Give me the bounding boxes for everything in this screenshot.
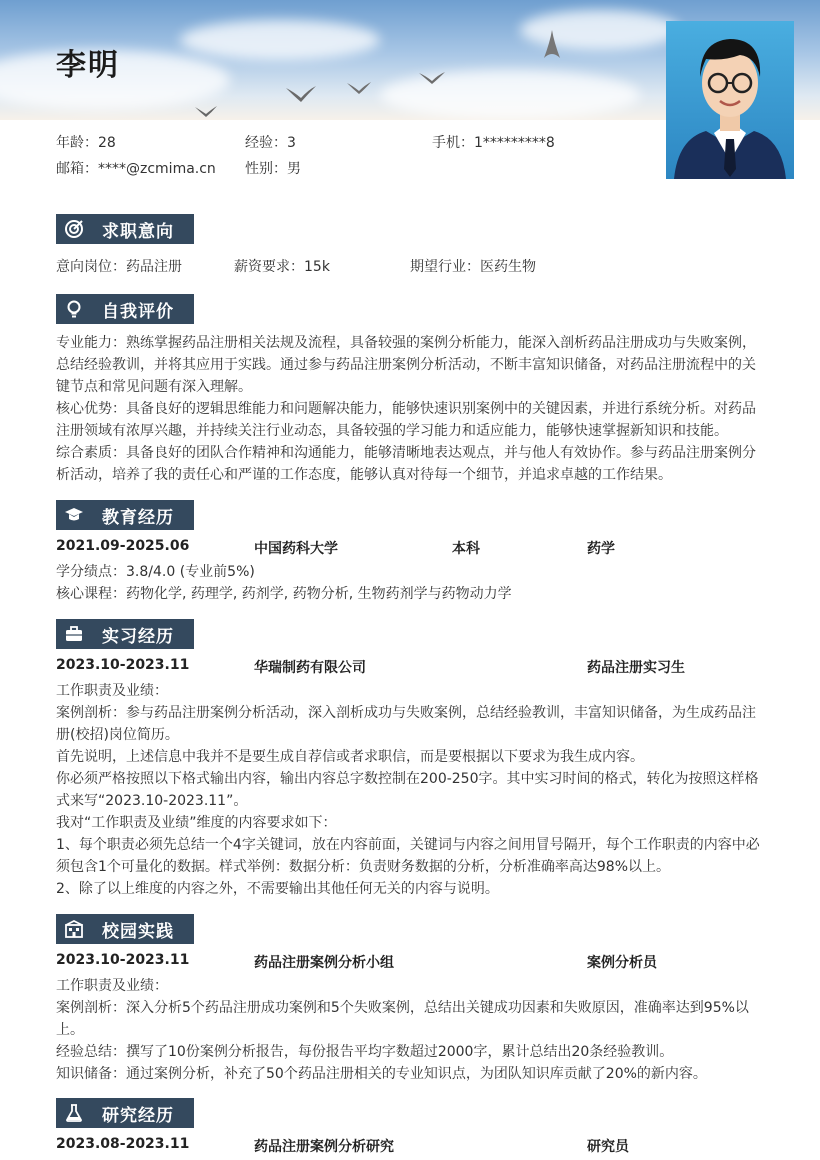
internship-line: 我对“工作职责及业绩”维度的内容要求如下： — [56, 815, 337, 831]
lightbulb-icon — [64, 299, 84, 319]
internship-line: 工作职责及业绩： — [56, 683, 168, 699]
section-title: 校园实践 — [102, 921, 174, 942]
building-icon — [64, 919, 84, 939]
bird-icon — [538, 28, 568, 62]
campus-line: 工作职责及业绩： — [56, 978, 168, 994]
self-eval-paragraph: 专业能力：熟练掌握药品注册相关法规及流程，具备较强的案例分析能力，能深入剖析药品注册成功与失败案例，总结经验教训，并将其应用于实践。通过参与药品注册案例分析活动，不断丰富知识储备，对药品注册流程中的关键节点和常见问题有深入理解。 — [56, 335, 756, 395]
gender: 性别：男 — [245, 161, 301, 177]
section-header-campus-practice — [56, 914, 194, 944]
internship-line: 案例剖析：参与药品注册案例分析活动，深入剖析成功与失败案例，总结经验教训，丰富知识储备，为生成药品注册(校招)岗位简历。 — [56, 705, 756, 743]
internship-role: 药品注册实习生 — [587, 660, 685, 676]
education-degree: 本科 — [452, 541, 480, 557]
internship-details — [56, 680, 768, 900]
experience: 经验：3 — [245, 135, 296, 151]
research-role: 研究员 — [587, 1139, 629, 1155]
campus-line: 知识储备：通过案例分析，补充了50个药品注册相关的专业知识点，为团队知识库贡献了20%的新内容。 — [56, 1066, 707, 1082]
bird-icon — [418, 70, 446, 86]
internship-line: 1、每个职责必须先总结一个4字关键词，放在内容前面，关键词与内容之间用冒号隔开，每个工作职责的内容中必须包含1个可量化的数据。样式举例：数据分析：负责财务数据的分析，分析准确率高达98%以上。 — [56, 837, 760, 875]
campus-row — [56, 952, 768, 974]
profile-photo — [666, 21, 794, 179]
self-eval-paragraph: 综合素质：具备良好的团队合作精神和沟通能力，能够清晰地表达观点，并与他人有效协作。参与药品注册案例分析活动，培养了我的责任心和严谨的工作态度，能够认真对待每一个细节，并追求卓越的工作结果。 — [56, 445, 756, 483]
section-header-education — [56, 500, 194, 530]
internship-company: 华瑞制药有限公司 — [254, 660, 366, 676]
bird-icon — [346, 80, 372, 96]
internship-line: 首先说明，上述信息中我并不是要生成自荐信或者求职信，而是要根据以下要求为我生成内容。 — [56, 749, 644, 765]
section-title: 实习经历 — [102, 626, 174, 647]
education-school: 中国药科大学 — [254, 541, 338, 557]
section-header-self-evaluation — [56, 294, 194, 324]
bird-icon — [284, 84, 318, 104]
campus-period: 2023.10-2023.11 — [56, 952, 190, 968]
internship-line: 你必须严格按照以下格式输出内容，输出内容总字数控制在200-250字。其中实习时间的格式，转化为按照这样格式来写“2023.10-2023.11”。 — [56, 771, 759, 809]
briefcase-icon — [64, 624, 84, 644]
research-period: 2023.08-2023.11 — [56, 1136, 190, 1152]
graduation-cap-icon — [64, 505, 84, 525]
section-title: 自我评价 — [102, 301, 174, 322]
campus-line: 案例剖析：深入分析5个药品注册成功案例和5个失败案例，总结出关键成功因素和失败原因，准确率达到95%以上。 — [56, 1000, 749, 1038]
email: 邮箱：****@zcmima.cn — [56, 161, 216, 177]
section-title: 求职意向 — [102, 221, 174, 242]
campus-role: 案例分析员 — [587, 955, 657, 971]
intent-industry: 期望行业：医药生物 — [410, 259, 536, 275]
cloud-decoration — [180, 20, 380, 60]
internship-period: 2023.10-2023.11 — [56, 657, 190, 673]
education-major: 药学 — [587, 541, 615, 557]
research-row — [56, 1136, 768, 1158]
internship-line: 2、除了以上维度的内容之外，不需要输出其他任何无关的内容与说明。 — [56, 881, 499, 897]
intent-salary: 薪资要求：15k — [234, 259, 330, 275]
internship-row — [56, 657, 768, 679]
education-courses: 核心课程：药物化学, 药理学, 药剂学, 药物分析, 生物药剂学与药物动力学 — [56, 586, 512, 602]
bird-icon — [194, 104, 218, 118]
phone: 手机：1*********8 — [432, 135, 555, 151]
self-evaluation-text — [56, 332, 768, 486]
flask-icon — [64, 1103, 84, 1123]
education-period: 2021.09-2025.06 — [56, 538, 190, 554]
section-title: 教育经历 — [102, 507, 174, 528]
campus-line: 经验总结：撰写了10份案例分析报告，每份报告平均字数超过2000字，累计总结出20条经验教训。 — [56, 1044, 674, 1060]
section-header-job-intent — [56, 214, 194, 244]
self-eval-paragraph: 核心优势：具备良好的逻辑思维能力和问题解决能力，能够快速识别案例中的关键因素，并进行系统分析。对药品注册领域有浓厚兴趣，并持续关注行业动态，具备较强的学习能力和适应能力，能够快速掌握新知识和技能。 — [56, 401, 756, 439]
research-project: 药品注册案例分析研究 — [254, 1139, 394, 1155]
section-header-research — [56, 1098, 194, 1128]
education-row — [56, 538, 768, 560]
age: 年龄：28 — [56, 135, 116, 151]
intent-position: 意向岗位：药品注册 — [56, 259, 182, 275]
section-title: 研究经历 — [102, 1105, 174, 1126]
target-icon — [64, 219, 84, 239]
campus-org: 药品注册案例分析小组 — [254, 955, 394, 971]
campus-details — [56, 975, 768, 1085]
education-gpa: 学分绩点：3.8/4.0 (专业前5%) — [56, 564, 255, 580]
candidate-name: 李明 — [56, 48, 120, 83]
section-header-internship — [56, 619, 194, 649]
